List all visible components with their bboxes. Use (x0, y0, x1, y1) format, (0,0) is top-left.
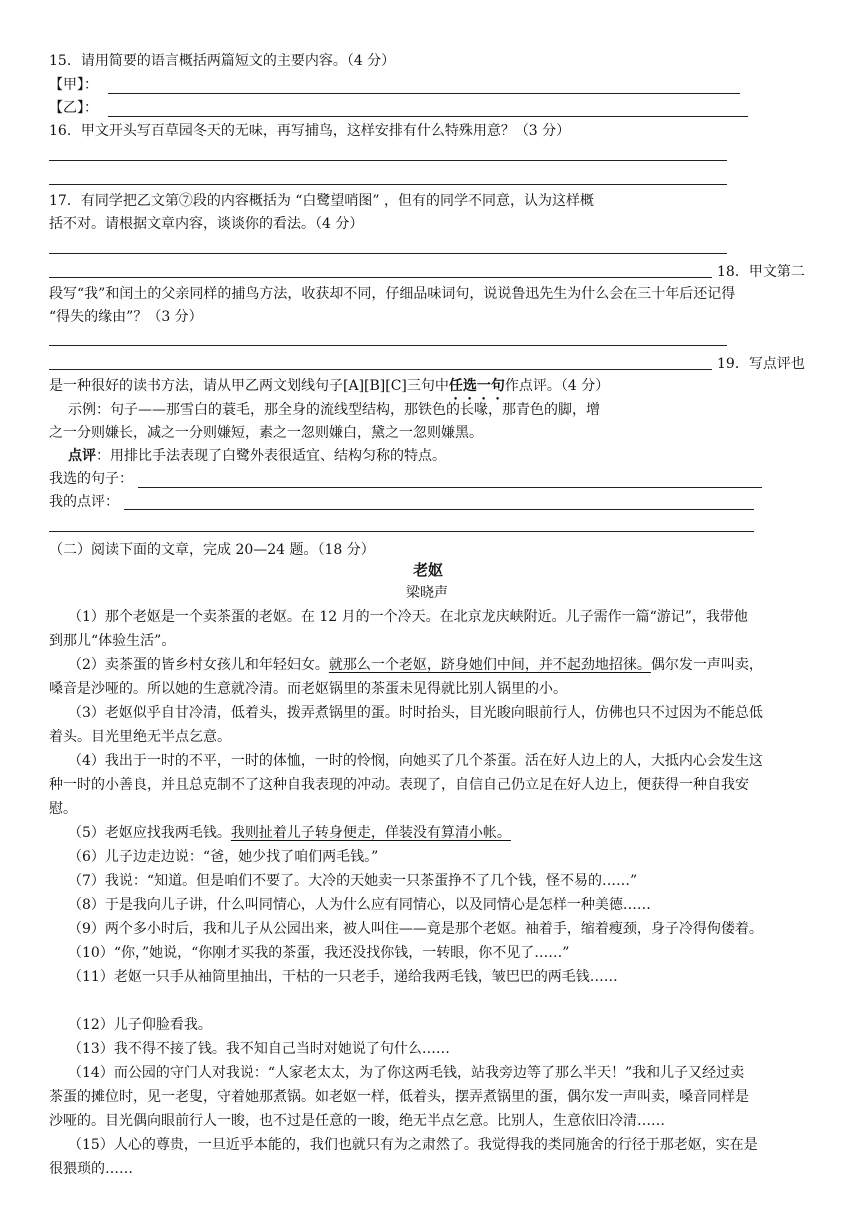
p5-underlined-sentence: 我则扯着儿子转身便走，佯装没有算清小帐。 (230, 825, 511, 841)
paragraph-13: （13）我不得不接了钱。我不知自己当时对她说了句什么…… (68, 1041, 450, 1057)
answer-line (49, 345, 727, 346)
paragraph-15: （15）人心的尊贵，一旦近乎本能的，我们也就只有为之肃然了。我觉得我的类同施舍的行径于那老妪，实在是 (68, 1137, 758, 1153)
paragraph-4: （4）我出于一时的不平，一时的体恤，一时的怜悯，向她买了几个茶蛋。活在好人边上的人，大抵内心会发生这 (68, 753, 763, 769)
paragraph-1: （1）那个老妪是一个卖茶蛋的老妪。在 12 月的一个冷天。在北京龙庆峡附近。儿子需作一篇“游记”，我带他 (68, 609, 748, 625)
answer-line (108, 93, 740, 94)
q19-comment (68, 446, 446, 466)
paragraph-2-cont: 嗓音是沙哑的。所以她的生意就冷清。而老妪锅里的茶蛋未见得就比别人锅里的小。 (49, 681, 567, 697)
paragraph-6: （6）儿子边走边说：“爸，她少找了咱们两毛钱。” (68, 849, 379, 865)
q19-comment-text: ：用排比手法表现了白鹭外表很适宜、结构匀称的特点。 (96, 448, 446, 464)
paragraph-14-cont: 茶蛋的摊位时，见一老叟，守着她那煮锅。如老妪一样，低着头，摆弄煮锅里的蛋，偶尔发一声叫卖，嗓音同样是 (49, 1089, 749, 1105)
p2-text-after: 偶尔发一声叫卖， (650, 657, 763, 673)
answer-line (49, 184, 727, 185)
answer-line (108, 116, 748, 117)
answer-line (49, 253, 727, 254)
q15-jia-label: 【甲】： (49, 77, 98, 93)
paragraph-8: （8）于是我向儿子讲，什么叫同情心，人为什么应有同情心，以及同情心是怎样一种美德…… (68, 897, 651, 913)
paragraph-4-end: 慰。 (49, 801, 77, 817)
answer-line (138, 487, 762, 488)
q19-example-line2: 之一分则嫌长，减之一分则嫌短，素之一忽则嫌白，黛之一忽则嫌黑。 (49, 425, 483, 441)
answer-line (124, 509, 754, 510)
question-19-line2 (49, 376, 609, 403)
p2-underlined-sentence: 就那么一个老妪，跻身她们中间，并不起劲地招徕。 (328, 657, 651, 673)
q19-example-line1: 示例：句子——那雪白的蓑毛，那全身的流线型结构，那铁色的长喙，那青色的脚，增 (68, 402, 600, 418)
answer-line (49, 369, 712, 370)
paragraph-7: （7）我说：“知道。但是咱们不要了。大冷的天她卖一只茶蛋挣不了几个钱，怪不易的……” (68, 873, 638, 889)
answer-line (49, 277, 712, 278)
paragraph-9: （9）两个多小时后，我和儿子从公园出来，被人叫住——竟是那个老妪。袖着手，缩着瘦颈，身子冷得佝偻着。 (68, 921, 763, 937)
paragraph-2 (68, 655, 763, 675)
my-comment-label: 我的点评： (49, 494, 119, 510)
paragraph-14-end: 沙哑的。目光偶向眼前行人一睃，也不过是任意的一睃，绝无半点乞意。比别人，生意依旧冷清…… (49, 1113, 665, 1129)
my-sentence-label: 我选的句子： (49, 471, 133, 487)
answer-line (49, 531, 754, 532)
paragraph-3: （3）老妪似乎自甘冷清，低着头，拨弄煮锅里的蛋。时时抬头，目光睃向眼前行人，仿佛也只不过因为不能总低 (68, 705, 763, 721)
paragraph-11: （11）老妪一只手从袖筒里抽出，干枯的一只老手，递给我两毛钱，皱巴巴的两毛钱…… (68, 969, 618, 985)
q15-yi-label: 【乙】： (49, 100, 98, 116)
paragraph-14: （14）而公园的守门人对我说：“人家老太太，为了你这两毛钱，站我旁边等了那么半天！”我和儿子又经过卖 (68, 1065, 745, 1081)
paragraph-1-cont: 到那儿“体验生活”。 (49, 633, 176, 649)
q19-text-b: 作点评。（4 分） (504, 378, 610, 394)
q19-comment-label: 点评 (68, 448, 96, 464)
p2-text: （2）卖茶蛋的皆乡村女孩儿和年轻妇女。 (68, 657, 329, 673)
section-2-heading: （二）阅读下面的文章，完成 20—24 题。（18 分） (49, 542, 375, 558)
p5-text: （5）老妪应找我两毛钱。 (68, 825, 231, 841)
article-author: 梁晓声 (406, 585, 448, 601)
answer-line (49, 160, 727, 161)
question-15: 15．请用简要的语言概括两篇短文的主要内容。（4 分） (49, 53, 396, 69)
q19-text-a: 是一种很好的读书方法，请从甲乙两文划线句子[A][B][C]三句中 (49, 378, 449, 394)
paragraph-4-cont: 种一时的小善良，并且总克制不了这种自我表现的冲动。表现了，自信自己仍立足在好人边上，便获得一种自我安 (49, 777, 749, 793)
paragraph-10: （10）“你，”她说，“你刚才买我的茶蛋，我还没找你钱，一转眼，你不见了……” (68, 945, 570, 961)
question-17-line1: 17．有同学把乙文第⑦段的内容概括为 “白鹭望哨图” ，但有的同学不同意，认为这样概 (49, 193, 595, 209)
question-17-line2: 括不对。请根据文章内容，谈谈你的看法。（4 分） (49, 216, 364, 232)
q19-emphasis: 任选一句 (448, 378, 505, 394)
question-18-line3: “得失的缘由”？（3 分） (49, 309, 203, 325)
question-18-line2: 段写“我”和闰土的父亲同样的捕鸟方法，收获却不同，仔细品味词句，说说鲁迅先生为什么会在三十年后还记得 (49, 286, 736, 302)
paragraph-3-cont: 着头。目光里绝无半点乞意。 (49, 729, 231, 745)
paragraph-15-cont: 很猥琐的…… (49, 1161, 133, 1177)
article-title: 老妪 (413, 561, 444, 579)
question-19-start: 19．写点评也 (717, 356, 805, 372)
question-16: 16．甲文开头写百草园冬天的无味，再写捕鸟，这样安排有什么特殊用意？（3 分） (49, 123, 571, 139)
paragraph-5 (68, 823, 511, 843)
question-18-start: 18．甲文第二 (717, 264, 805, 280)
paragraph-12: （12）儿子仰脸看我。 (68, 1017, 212, 1033)
